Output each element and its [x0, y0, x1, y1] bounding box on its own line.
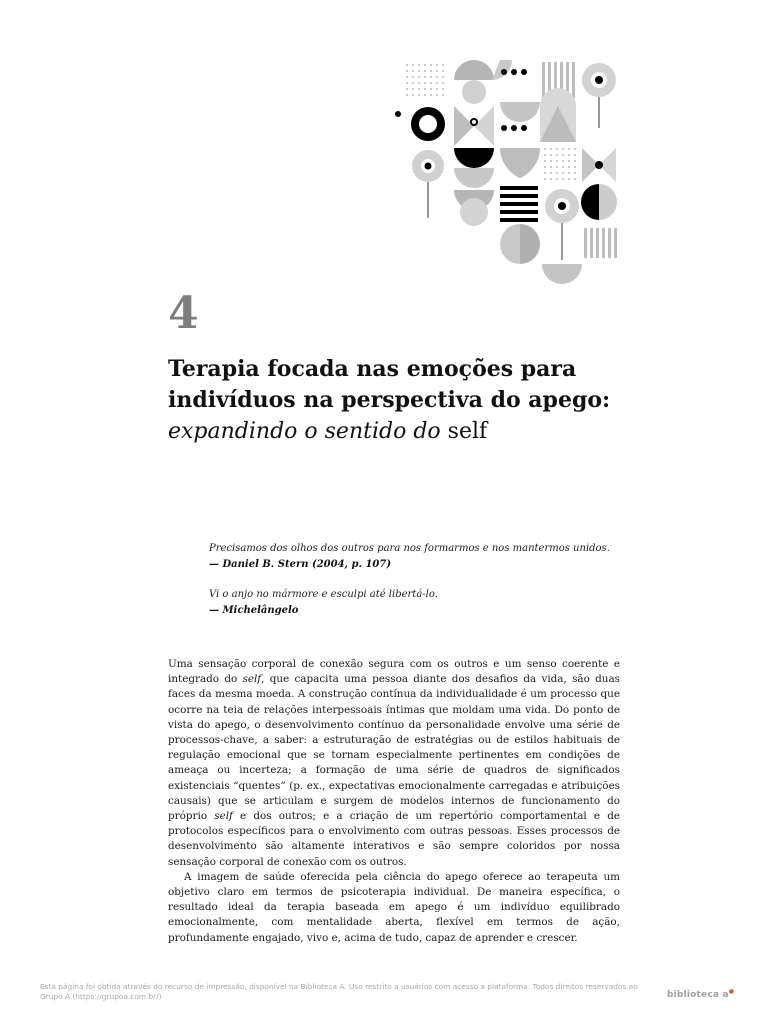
epigraph-author-1: — Daniel B. Stern (2004, p. 107) [209, 559, 392, 570]
paragraph-1-part-b: , que capacita uma pessoa diante dos desafios da vida, são duas faces da mesma moeda. A construção contínua da individualidade é um processo que ocorre na teia de relações interpessoais íntimas que moldam uma vida. Do ponto de vista do apego, o desenvolvimento contínuo da personalidade envolve uma série de processos-chave, a saber: a estruturação de estratégias ou de estilos habituais de regulação emocional que se tornam especialmente pertinentes em condições de ameaça ou incerteza; a formação de uma série de quadros de significados existenciais “quentes” (p. ex., expectativas emocionalmente carregadas e atribuições causais) que se articulam e surgem de modelos internos de funcionamento do próprio [168, 673, 620, 823]
chapter-subtitle-italic: expandindo o sentido do [168, 419, 441, 444]
paragraph-1-self-1: self [242, 673, 262, 686]
chapter-title-main: Terapia focada nas emoções para indivíduos na perspectiva do apego: [168, 356, 611, 413]
footer-note: Esta página foi obtida através do recurso de impressão, disponível na Biblioteca A. Uso restrito a usuários com acesso a plataforma. Todos direitos reservados ao Grupo A (https://grupoa.com.br/) [40, 982, 638, 1001]
paragraph-1 [168, 657, 620, 870]
epigraph-quote-2: Vi o anjo no mármore e esculpi até libertá-lo. [209, 589, 438, 600]
biblioteca-logo [667, 988, 734, 1000]
paragraph-1-part-a: Uma sensação corporal de conexão segura com os outros e um senso coerente e integrado do [168, 658, 620, 686]
epigraphs [209, 541, 629, 619]
epigraph-author-2: — Michelângelo [209, 605, 299, 616]
chapter-subtitle-self: self [447, 419, 488, 444]
paragraph-2: A imagem de saúde oferecida pela ciência do apego oferece ao terapeuta um objetivo claro em termos de psicoterapia individual. De maneira específica, o resultado ideal da terapia baseada em apego é um indivíduo equilibrado emocionalmente, com mentalidade aberta, flexível em termos de ação, profundamente engajado, vivo e, acima de tudo, capaz de aprender e crescer. [168, 870, 620, 944]
chapter-subtitle [168, 416, 638, 447]
paragraph-1-part-c: e dos outros; e a criação de um repertório comportamental e de protocolos específicos para o envolvimento com outras pessoas. Esses processos de desenvolvimento são altamente interativos e são sempre coloridos por nossa sensação corporal de conexão com os outros. [168, 810, 620, 868]
chapter-title [168, 354, 638, 447]
chapter-number: 4 [168, 288, 199, 339]
logo-dot-icon: ● [728, 988, 735, 995]
body-text [168, 657, 620, 946]
biblioteca-logo-text: biblioteca a [667, 990, 729, 1000]
epigraph-quote-1: Precisamos dos olhos dos outros para nos formarmos e nos mantermos unidos. [209, 543, 610, 554]
geometric-floral-pattern-icon [392, 56, 624, 288]
paragraph-1-self-2: self [214, 810, 233, 823]
